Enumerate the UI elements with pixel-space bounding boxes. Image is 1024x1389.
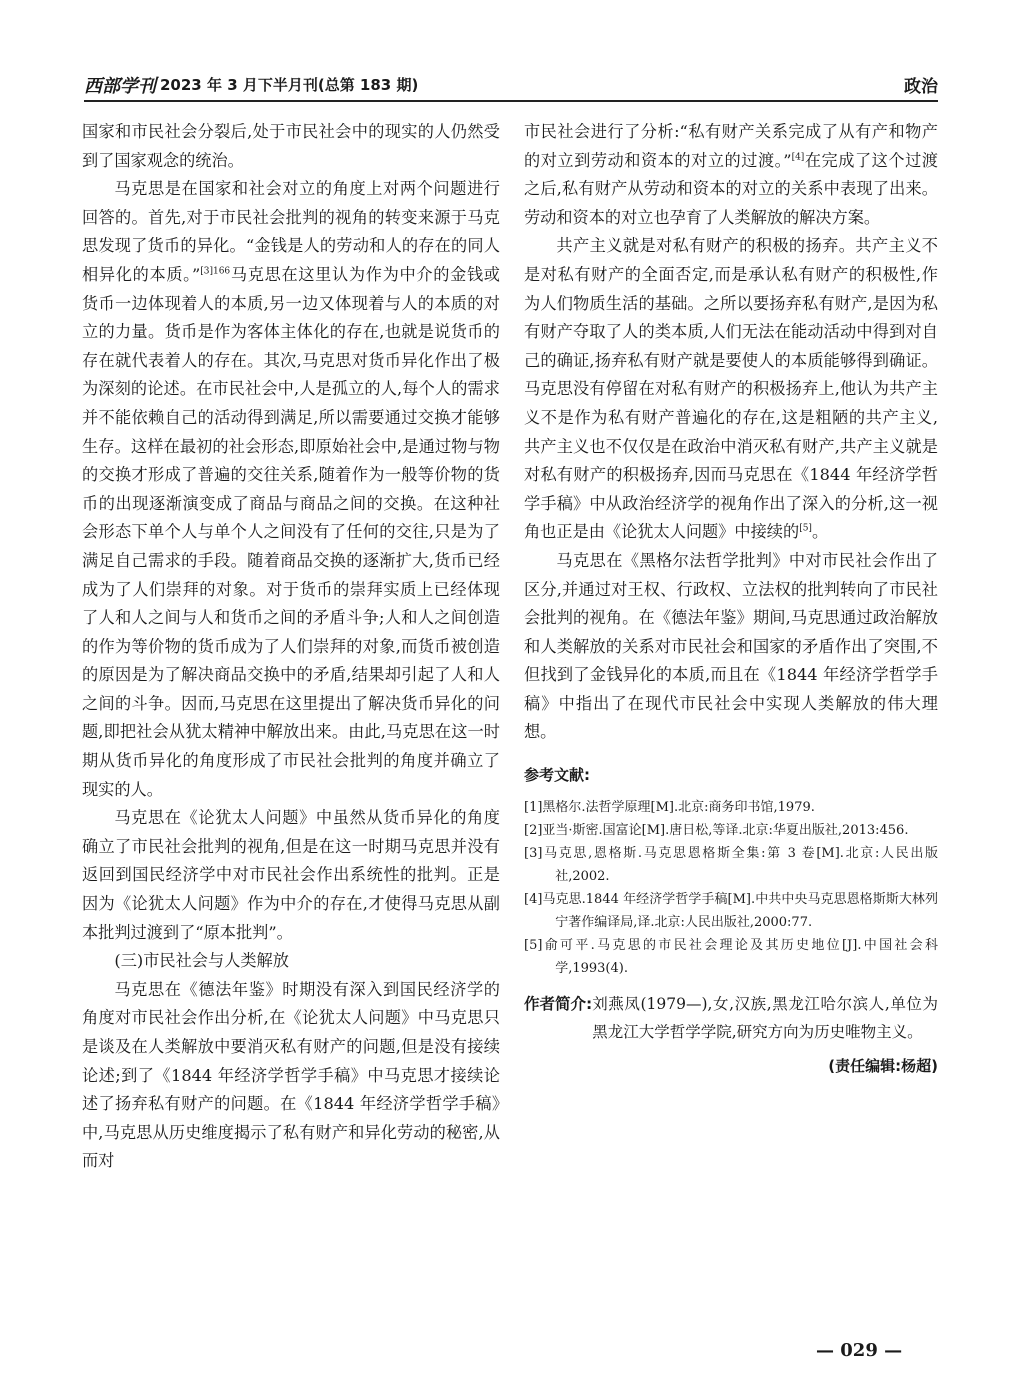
paragraph-text: 马克思是在国家和社会对立的角度上对两个问题进行回答的。首先,对于市民社会批判的视角的转变来源于马克思发现了货币的异化。“金钱是人的劳动和人的存在的同人相异化的本质。”	[82, 179, 500, 284]
section-name: 政治	[904, 77, 938, 97]
paragraph-text: 马克思在这里认为作为中介的金钱或货币一边体现着人的本质,另一边又体现着与人的本质的对立的力量。货币是作为客体主体化的存在,也就是说货币的存在就代表着人的存在。其次,马克思对货币异化作出了极为深刻的论述。在市民社会中,人是孤立的人,每个人的需求并不能依赖自己的活动得到满足,所以需要通过交换才能够生存。这样在最初的社会形态,即原始社会中,是通过物与物的交换才形成了普遍的交往关系,随着作为一般等价物的货币的出现逐渐演变成了商品与商品之间的交换。在这种社会形态下单个人与单个人之间没有了任何的交往,只是为了满足自己需求的手段。随着商品交换的逐渐扩大,货币已经成为了人们崇拜的对象。对于货币的崇拜实质上已经体现了人和人之间与人和货币之间的矛盾斗争;人和人之间创造的作为等价物的货币成为了人们崇拜的对象,而货币被创造的原因是为了解决商品交换中的矛盾,结果却引起了人和人之间的斗争。因而,马克思在这里提出了解决货币异化的问题,即把社会从犹太精神中解放出来。由此,马克思在这一时期从货币异化的角度形成了市民社会批判的角度并确立了现实的人。	[82, 264, 500, 799]
paragraph	[524, 118, 938, 232]
reference-item: [4]马克思.1844 年经济学哲学手稿[M].中共中央马克思恩格斯斯大林列宁著作编译局,译.北京:人民出版社,2000:77.	[524, 891, 938, 930]
citation: [5]	[799, 523, 812, 534]
paragraph	[82, 175, 500, 804]
author-bio-text: 刘燕凤(1979—),女,汉族,黑龙江哈尔滨人,单位为黑龙江大学哲学学院,研究方向为历史唯物主义。	[592, 994, 938, 1041]
page-number: — 029 —	[816, 1340, 903, 1361]
reference-item: [5]俞可平.马克思的市民社会理论及其历史地位[J].中国社会科学,1993(4).	[524, 937, 938, 976]
reference-item: [3]马克思,恩格斯.马克思恩格斯全集:第 3 卷[M].北京:人民出版社,2002.	[524, 845, 938, 884]
reference-item: [2]亚当·斯密.国富论[M].唐日松,等译.北京:华夏出版社,2013:456.	[524, 822, 909, 838]
paragraph: 国家和市民社会分裂后,处于市民社会中的现实的人仍然受到了国家观念的统治。	[82, 122, 500, 170]
citation: [4]	[791, 152, 805, 163]
author-bio	[524, 990, 938, 1046]
paragraph-text: 共产主义就是对私有财产的积极的扬弃。共产主义不是对私有财产的全面否定,而是承认私有财产的积极性,作为人们物质生活的基础。之所以要扬弃私有财产,是因为私有财产夺取了人的类本质,人们无法在能动活动中得到对自己的确证,扬弃私有财产就是要使人的本质能够得到确证。马克思没有停留在对私有财产的积极扬弃上,他认为共产主义不是作为私有财产普遍化的存在,这是粗陋的共产主义,共产主义也不仅仅是在政治中消灭私有财产,共产主义就是对私有财产的积极扬弃,因而马克思在《1844 年经济学哲学手稿》中从政治经济学的视角作出了深入的分析,这一视角也正是由《论犹太人问题》中接续的	[524, 236, 938, 542]
citation: [3]166	[200, 266, 231, 277]
paragraph	[524, 232, 938, 547]
header-rule	[84, 100, 938, 102]
references-heading: 参考文献:	[524, 766, 590, 785]
author-bio-label: 作者简介:	[524, 994, 593, 1013]
editor-credit: (责任编辑:杨超)	[828, 1056, 938, 1075]
section-subheading: (三)市民社会与人类解放	[114, 951, 289, 971]
paragraph-text: 市民社会进行了分析:“私有财产关系完成了从有产和物产的对立到劳动和资本的对立的过渡。”	[524, 122, 938, 170]
paragraph-text: 。	[811, 522, 829, 542]
left-column	[82, 118, 500, 1176]
reference-item: [1]黑格尔.法哲学原理[M].北京:商务印书馆,1979.	[524, 799, 815, 815]
running-header	[84, 62, 938, 98]
journal-name: 西部学刊	[84, 76, 156, 97]
issue-info: 2023 年 3 月下半月刊(总第 183 期)	[160, 76, 419, 94]
right-column	[524, 118, 938, 1080]
paragraph: 马克思在《黑格尔法哲学批判》中对市民社会作出了区分,并通过对王权、行政权、立法权的批判转向了市民社会批判的视角。在《德法年鉴》期间,马克思通过政治解放和人类解放的关系对市民社会和国家的矛盾作出了突围,不但找到了金钱异化的本质,而且在《1844 年经济学哲学手稿》中指出了在现代市民社会中实现人类解放的伟大理想。	[524, 550, 938, 742]
paragraph: 马克思在《德法年鉴》时期没有深入到国民经济学的角度对市民社会作出分析,在《论犹太人问题》中马克思只是谈及在人类解放中要消灭私有财产的问题,但是没有接续论述;到了《1844 年经济学哲学手稿》中马克思才接续论述了扬弃私有财产的问题。在《1844 年经济学哲学手稿》中,马克思从历史维度揭示了私有财产和异化劳动的秘密,从而对	[82, 979, 500, 1171]
paragraph: 马克思在《论犹太人问题》中虽然从货币异化的角度确立了市民社会批判的视角,但是在这一时期马克思并没有返回到国民经济学中对市民社会作出系统性的批判。正是因为《论犹太人问题》作为中介的存在,才使得马克思从副本批判过渡到了“原本批判”。	[82, 808, 500, 942]
paragraph-text: 在完成了这个过渡之后,私有财产从劳动和资本的对立的关系中表现了出来。劳动和资本的对立也孕育了人类解放的解决方案。	[524, 150, 938, 227]
